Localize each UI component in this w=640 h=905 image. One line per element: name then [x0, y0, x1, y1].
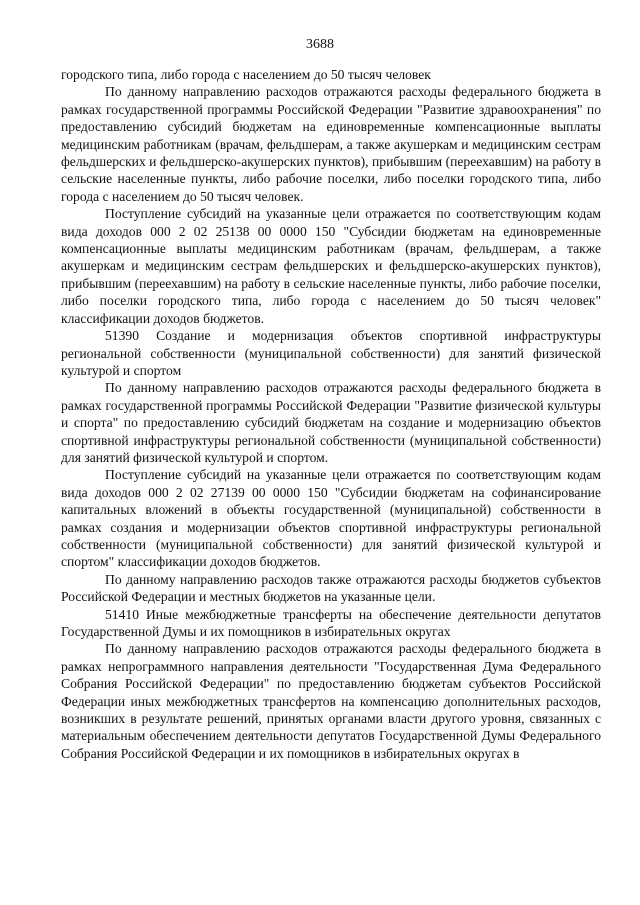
page-number: 3688 — [306, 37, 334, 52]
document-text — [61, 66, 601, 762]
paragraph: По данному направлению расходов отражаются расходы федерального бюджета в рамках государственной программы Российской Федерации "Развитие здравоохранения" по предоставлению субсидий бюджетам на единовременные компенсационные выплаты медицинским работникам (врачам, фельдшерам, а также акушеркам и медицинским сестрам фельдшерских и фельдшерско-акушерских пунктов), прибывшим (переехавшим) на работу в сельские населенные пункты, либо рабочие поселки, либо поселки городского типа, либо города с населением до 50 тысяч человек. — [61, 84, 601, 204]
paragraph: По данному направлению расходов отражаются расходы федерального бюджета в рамках государственной программы Российской Федерации "Развитие физической культуры и спорта" по предоставлению субсидий бюджетам на создание и модернизацию объектов спортивной инфраструктуры региональной собственности (муниципальной собственности) для занятий физической культурой и спортом. — [61, 380, 601, 465]
paragraph: Поступление субсидий на указанные цели отражается по соответствующим кодам вида доходов 000 2 02 27139 00 0000 150 "Субсидии бюджетам на софинансирование капитальных вложений в объекты государственной (муниципальной) собственности в рамках создания и модернизации объектов спортивной инфраструктуры региональной собственности (муниципальной собственности) для занятий физической культурой и спортом" классификации доходов бюджетов. — [61, 467, 601, 570]
section-heading: 51390 Создание и модернизация объектов спортивной инфраструктуры региональной собственности (муниципальной собственности) для занятий физической культурой и спортом — [61, 328, 601, 378]
section-heading: 51410 Иные межбюджетные трансферты на обеспечение деятельности депутатов Государственной Думы и их помощников в избирательных округах — [61, 606, 601, 639]
paragraph: Поступление субсидий на указанные цели отражается по соответствующим кодам вида доходов 000 2 02 25138 00 0000 150 "Субсидии бюджетам на единовременные компенсационные выплаты медицинским работникам (врачам, фельдшерам, а также акушеркам и медицинским сестрам фельдшерских и фельдшерско-акушерских пунктов), прибывшим (переехавшим) на работу в сельские населенные пункты, либо рабочие поселки, либо поселки городского типа, либо города с населением до 50 тысяч человек" классификации доходов бюджетов. — [61, 206, 601, 326]
paragraph: По данному направлению расходов также отражаются расходы бюджетов субъектов Российской Федерации и местных бюджетов на указанные цели. — [61, 571, 601, 605]
paragraph: По данному направлению расходов отражаются расходы федерального бюджета в рамках непрограммного направления деятельности "Государственная Дума Федерального Собрания Российской Федерации" по предоставлению бюджетам субъектов Российской Федерации иных межбюджетных трансфертов на компенсацию дополнительных расходов, возникших в результате решений, принятых органами власти другого уровня, связанных с материальным обеспечением деятельности депутатов Государственной Думы Федерального Собрания Российской Федерации и их помощников в избирательных округах в — [61, 641, 601, 761]
paragraph-continuation: городского типа, либо города с населением до 50 тысяч человек — [61, 67, 431, 82]
